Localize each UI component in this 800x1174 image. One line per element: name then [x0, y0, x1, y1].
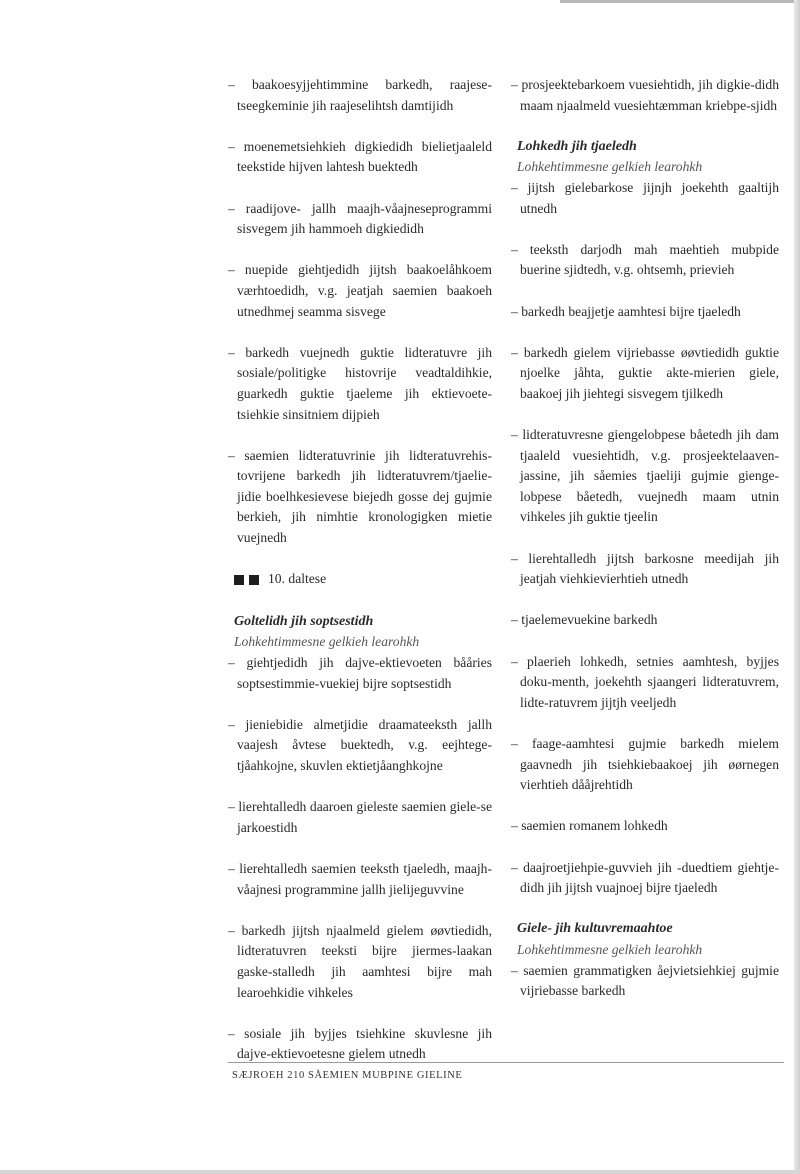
footer-divider — [228, 1062, 784, 1063]
square-bullet-icon — [249, 575, 259, 585]
section-heading: Giele- jih kultuvremaahtoe — [517, 921, 673, 937]
list-item: – barkedh beajjetje aamhtesi bijre tjaeledh — [511, 303, 741, 319]
list-item: – nuepide giehtjedidh jijtsh baakoelåhkoem værhtoedidh, v.g. jeatjah saemien baakoeh utnedhmej seamma sisvege — [228, 262, 492, 319]
list-item: – barkedh jijtsh njaalmeld gielem øøvtiedidh, lidteratuvren teeksti bijre jiermes-laakan gaske-stalledh jih aamhtesi bijre mah learoehkidie vihkeles — [228, 922, 492, 1000]
page-edge-bottom — [0, 1170, 800, 1174]
list-item: – lidteratuvresne giengelobpese båetedh jih dam tjaaleld vuesiehtidh, v.g. prosjeektelaaven-jassine, jih såemies tjaeliji gujmie gienge-lobpese båetedh, vuejnedh maam utnin vihkeles jih guktie tjeelin — [511, 427, 779, 525]
list-item: – lierehtalledh jijtsh barkosne meedijah jih jeatjah viehkievierhtieh utnedh — [511, 550, 779, 587]
list-item: – sosiale jih byjjes tsiehkine skuvlesne jih dajve-ektievoetesne gielem utnedh — [228, 1025, 492, 1062]
grade-heading — [234, 569, 492, 590]
list-item: – jijtsh gielebarkose jijnjh joekehth gaaltijh utnedh — [511, 179, 779, 216]
left-column — [228, 75, 492, 1065]
list-item: – lierehtalledh saemien teeksth tjaeledh, maajh-våajnesi programmine jallh jielijeguvvine — [228, 860, 492, 897]
section-subheading: Lohkehtimmesne gelkieh learohkh — [234, 634, 420, 650]
page-edge-top — [560, 0, 800, 3]
list-item: – jieniebidie almetjidie draamateeksth jallh vaajesh åvtese buektedh, v.g. eejhtege-tjåahkojne, skuvlen ektietjåanghkojne — [228, 716, 492, 773]
grade-label: 10. daltese — [268, 571, 327, 587]
square-bullet-icon — [234, 575, 244, 585]
page-edge-right — [794, 0, 800, 1174]
section-subheading: Lohkehtimmesne gelkieh learohkh — [517, 159, 703, 175]
list-item: – tjaelemevuekine barkedh — [511, 612, 658, 628]
list-item: – baakoesyjjehtimmine barkedh, raajese-tseegkeminie jih raajeselihtsh damtijidh — [228, 77, 492, 113]
list-item: – saemien romanem lohkedh — [511, 818, 668, 834]
list-item: – faage-aamhtesi gujmie barkedh mielem gaavnedh jih tsiehkiebaakoej jih øørnegen vierhtieh dååjrehtidh — [511, 736, 779, 793]
list-item: – plaerieh lohkedh, setnies aamhtesh, byjjes doku-menth, joekehth sjaangeri lidteratuvrem, lidte-ratuvrem jijtjh veeljedh — [511, 653, 779, 710]
list-item: – prosjeektebarkoem vuesiehtidh, jih digkie-didh maam njaalmeld vuesiehtæmman kriebpe-sjidh — [511, 77, 779, 113]
right-column — [511, 75, 779, 1002]
section-heading: Goltelidh jih soptsestidh — [234, 613, 374, 629]
section-heading: Lohkedh jih tjaeledh — [517, 138, 637, 154]
list-item: – saemien grammatigken åejvietsiehkiej gujmie vijriebasse barkedh — [511, 962, 779, 999]
list-item: – moenemetsiehkieh digkiedidh bielietjaaleld teekstide hijven lahtesh buektedh — [228, 138, 492, 175]
page-footer: SÆJROEH 210 SÅEMIEN MUBPINE GIELINE — [232, 1070, 463, 1081]
list-item: – barkedh vuejnedh guktie lidteratuvre jih sosiale/politigke histovrije veadtaldihkie, guarkedh guktie tjaeleme jih ektievoete-tsiehkie sinsitniem dijpieh — [228, 344, 492, 422]
section-subheading: Lohkehtimmesne gelkieh learohkh — [517, 941, 703, 957]
list-item: – saemien lidteratuvrinie jih lidteratuvrehis-tovrijene barkedh jih lidteratuvrem/tjaelie-jidie boelhkesievese biejedh gosse dej gujmie berkieh, jih nimhtie kronologigken mietie vuejnedh — [228, 447, 492, 546]
list-item: – lierehtalledh daaroen gieleste saemien giele-se jarkoestidh — [228, 799, 492, 835]
list-item: – barkedh gielem vijriebasse øøvtiedidh guktie njoelke jåhta, guktie akte-mierien giele, baakoej jih jiehtegi sisvegem tjilkedh — [511, 344, 779, 401]
list-item: – raadijove- jallh maajh-våajneseprogrammi sisvegem jih hammoeh digkiedidh — [228, 200, 492, 237]
list-item: – daajroetjiehpie-guvvieh jih -duedtiem giehtje-didh jih jijtsh vuajnoej bijre tjaeledh — [511, 859, 779, 896]
list-item: – teeksth darjodh mah maehtieh mubpide buerine sjidtedh, v.g. ohtsemh, prievieh — [511, 241, 779, 278]
list-item: – giehtjedidh jih dajve-ektievoeten bååries soptsestimmie-vuekiej bijre soptsestidh — [228, 655, 492, 691]
